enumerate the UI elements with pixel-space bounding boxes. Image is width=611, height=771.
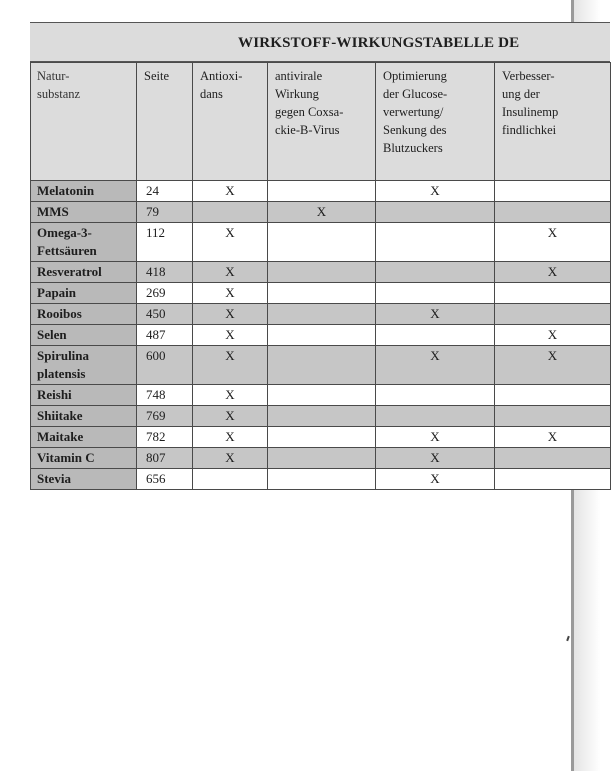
- table-row: [31, 223, 611, 262]
- mark-antioxidans: X: [193, 427, 268, 448]
- substance-name-line: Spirulina: [37, 348, 90, 363]
- mark-glucose: [376, 406, 495, 427]
- scan-speck: [566, 636, 570, 641]
- substance-name-line: Rooibos: [37, 306, 82, 321]
- substance-name-line: Stevia: [37, 471, 71, 486]
- mark-antiviral: [268, 469, 376, 490]
- table-row: [31, 283, 611, 304]
- substance-name: [31, 385, 137, 406]
- table-row: [31, 262, 611, 283]
- mark-glucose: [376, 223, 495, 262]
- mark-antiviral: [268, 406, 376, 427]
- mark-antiviral: [268, 427, 376, 448]
- mark-insulin: [495, 385, 611, 406]
- page-number: 269: [137, 283, 193, 304]
- mark-antioxidans: [193, 202, 268, 223]
- mark-insulin: X: [495, 262, 611, 283]
- substance-name: [31, 202, 137, 223]
- header-line: Verbesser-: [502, 69, 555, 83]
- mark-insulin: X: [495, 346, 611, 385]
- mark-glucose: [376, 385, 495, 406]
- page-number: 112: [137, 223, 193, 262]
- table-row: [31, 448, 611, 469]
- header-line: Natur-: [37, 69, 70, 83]
- header-antioxidans: [193, 63, 268, 181]
- mark-glucose: X: [376, 469, 495, 490]
- header-line: antivirale: [275, 69, 323, 83]
- mark-antiviral: [268, 325, 376, 346]
- table-row: [31, 304, 611, 325]
- table-row: [31, 202, 611, 223]
- mark-antioxidans: X: [193, 181, 268, 202]
- page-number: 656: [137, 469, 193, 490]
- mark-antiviral: [268, 448, 376, 469]
- mark-antioxidans: X: [193, 262, 268, 283]
- substance-name: [31, 223, 137, 262]
- header-line: dans: [200, 87, 223, 101]
- header-seite: [137, 63, 193, 181]
- header-insulin-verbesserung: [495, 63, 611, 181]
- substance-name-line: Omega-3-: [37, 225, 92, 240]
- table-row: [31, 181, 611, 202]
- page-number: 782: [137, 427, 193, 448]
- substance-name-line: Vitamin C: [37, 450, 95, 465]
- header-line: Optimierung: [383, 69, 447, 83]
- page-number: 79: [137, 202, 193, 223]
- substance-name-line: Selen: [37, 327, 67, 342]
- substance-name-line: Fettsäuren: [37, 243, 97, 258]
- mark-antiviral: [268, 181, 376, 202]
- substance-name: [31, 325, 137, 346]
- mark-antioxidans: X: [193, 406, 268, 427]
- table-row: [31, 325, 611, 346]
- header-line: findlichkei: [502, 123, 557, 137]
- mark-insulin: [495, 469, 611, 490]
- mark-antiviral: X: [268, 202, 376, 223]
- substance-name: [31, 427, 137, 448]
- header-line: der Glucose-: [383, 87, 448, 101]
- table-row: [31, 406, 611, 427]
- substance-name: [31, 181, 137, 202]
- page-number: 418: [137, 262, 193, 283]
- mark-antiviral: [268, 346, 376, 385]
- header-line: ckie-B-Virus: [275, 123, 340, 137]
- table-row: [31, 469, 611, 490]
- header-natursubstanz: [31, 63, 137, 181]
- substance-name-line: Maitake: [37, 429, 84, 444]
- mark-glucose: [376, 325, 495, 346]
- substance-name: [31, 262, 137, 283]
- page-number: 450: [137, 304, 193, 325]
- mark-insulin: X: [495, 427, 611, 448]
- mark-antioxidans: [193, 469, 268, 490]
- effects-table: [30, 62, 611, 490]
- substance-name: [31, 448, 137, 469]
- mark-insulin: [495, 406, 611, 427]
- mark-insulin: [495, 202, 611, 223]
- substance-name-line: MMS: [37, 204, 69, 219]
- mark-glucose: [376, 202, 495, 223]
- mark-insulin: X: [495, 325, 611, 346]
- header-line: Senkung des: [383, 123, 447, 137]
- mark-insulin: [495, 304, 611, 325]
- mark-glucose: [376, 262, 495, 283]
- header-line: substanz: [37, 87, 81, 101]
- table-row: [31, 385, 611, 406]
- header-antivirale-wirkung: [268, 63, 376, 181]
- mark-antiviral: [268, 385, 376, 406]
- substance-name: [31, 283, 137, 304]
- header-line: Insulinemp: [502, 105, 559, 119]
- page-number: 600: [137, 346, 193, 385]
- page-number: 487: [137, 325, 193, 346]
- page-number: 748: [137, 385, 193, 406]
- mark-glucose: X: [376, 448, 495, 469]
- substance-name: [31, 346, 137, 385]
- mark-antiviral: [268, 223, 376, 262]
- header-line: ung der: [502, 87, 540, 101]
- mark-insulin: [495, 283, 611, 304]
- mark-glucose: X: [376, 304, 495, 325]
- mark-glucose: X: [376, 181, 495, 202]
- mark-antioxidans: X: [193, 223, 268, 262]
- table-row: [31, 427, 611, 448]
- header-row: [31, 63, 611, 181]
- header-line: gegen Coxsa-: [275, 105, 344, 119]
- page-number: 24: [137, 181, 193, 202]
- table-body: [31, 181, 611, 490]
- substance-name-line: Shiitake: [37, 408, 83, 423]
- table-row: [31, 346, 611, 385]
- mark-glucose: X: [376, 346, 495, 385]
- header-line: Seite: [144, 69, 169, 83]
- page-number: 807: [137, 448, 193, 469]
- header-glucose-optimierung: [376, 63, 495, 181]
- page-number: 769: [137, 406, 193, 427]
- mark-antioxidans: X: [193, 448, 268, 469]
- header-line: Wirkung: [275, 87, 319, 101]
- active-substance-table: [30, 22, 571, 486]
- substance-name: [31, 469, 137, 490]
- header-line: Antioxi-: [200, 69, 243, 83]
- mark-antioxidans: X: [193, 304, 268, 325]
- substance-name: [31, 304, 137, 325]
- header-line: Blutzuckers: [383, 141, 443, 155]
- mark-insulin: [495, 448, 611, 469]
- mark-glucose: [376, 283, 495, 304]
- mark-antioxidans: X: [193, 385, 268, 406]
- substance-name-line: Papain: [37, 285, 77, 300]
- header-line: verwertung/: [383, 105, 444, 119]
- mark-glucose: X: [376, 427, 495, 448]
- substance-name: [31, 406, 137, 427]
- mark-insulin: X: [495, 223, 611, 262]
- table-title: WIRKSTOFF-WIRKUNGSTABELLE DE: [30, 22, 610, 62]
- substance-name-line: Melatonin: [37, 183, 95, 198]
- mark-antiviral: [268, 283, 376, 304]
- mark-antioxidans: X: [193, 283, 268, 304]
- substance-name-line: Resveratrol: [37, 264, 102, 279]
- mark-antioxidans: X: [193, 346, 268, 385]
- substance-name-line: platensis: [37, 366, 86, 381]
- mark-antiviral: [268, 262, 376, 283]
- mark-insulin: [495, 181, 611, 202]
- mark-antioxidans: X: [193, 325, 268, 346]
- mark-antiviral: [268, 304, 376, 325]
- substance-name-line: Reishi: [37, 387, 72, 402]
